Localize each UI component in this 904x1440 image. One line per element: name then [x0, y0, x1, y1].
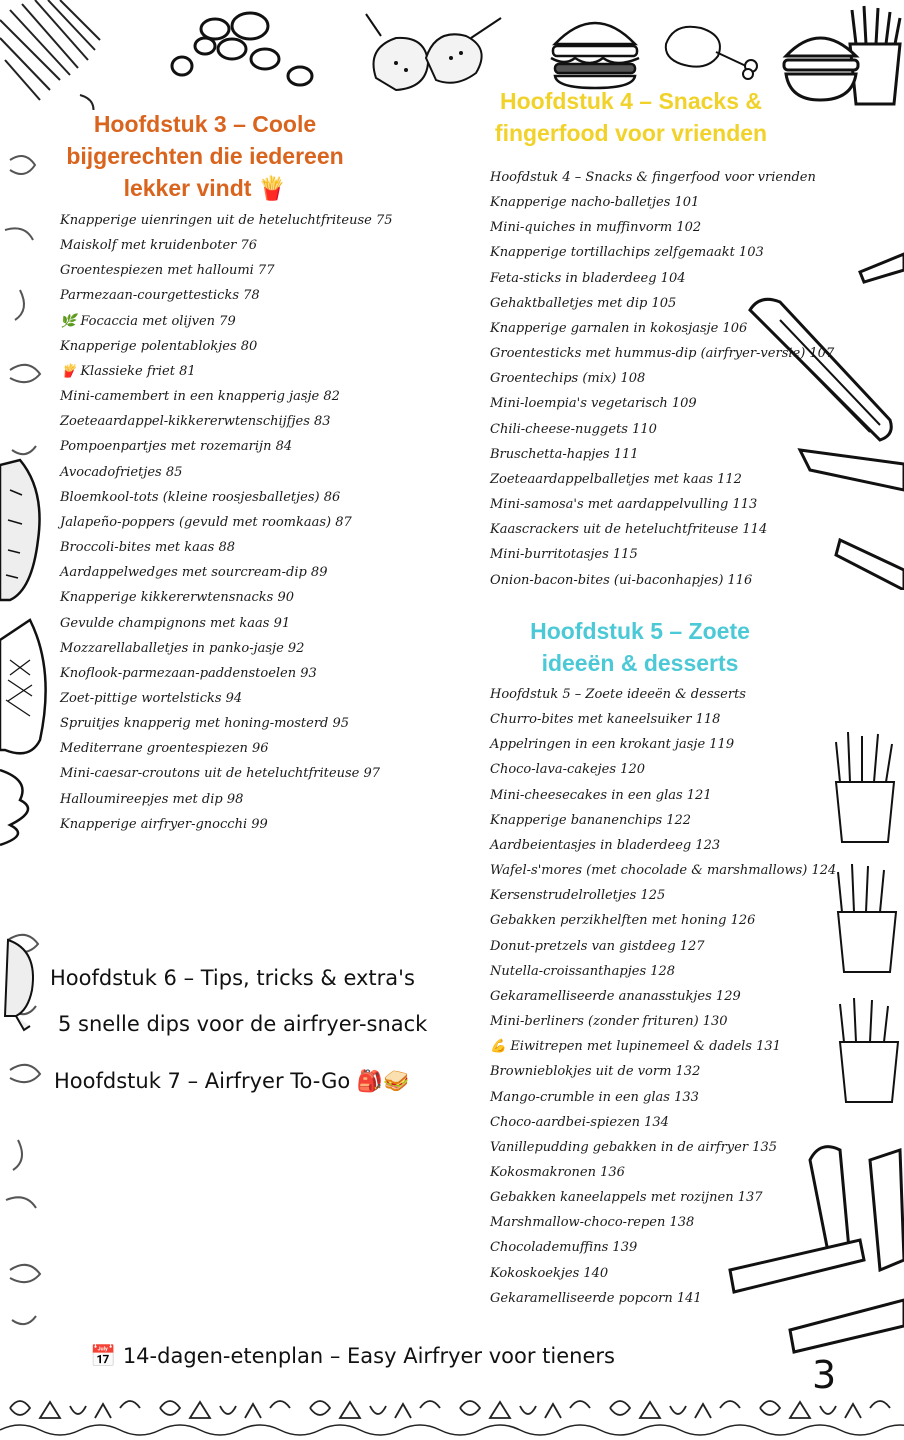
burger-doodle: [545, 4, 645, 90]
chapter3-item: Broccoli-bites met kaas 88: [60, 540, 235, 556]
chapter4-item: Chili-cheese-nuggets 110: [490, 421, 657, 437]
chapter-5-title: Hoofdstuk 5 – Zoete ideeën & desserts: [530, 618, 750, 676]
chapter4-item: Kaascrackers uit de heteluchtfriteuse 114: [490, 522, 768, 538]
chapter4-item: Knapperige tortillachips zelfgemaakt 103: [490, 245, 764, 261]
chapter5-item: Mini-cheesecakes in een glas 121: [490, 787, 712, 803]
chapter3-item: Zoet-pittige wortelsticks 94: [60, 690, 243, 706]
dips-section-title: 5 snelle dips voor de airfryer-snack: [58, 1012, 428, 1036]
chapter4-item: Mini-quiches in muffinvorm 102: [490, 220, 702, 236]
chapter3-item: Mini-camembert in een knapperig jasje 82: [60, 389, 340, 405]
chapter5-item: Brownieblokjes uit de vorm 132: [490, 1064, 701, 1080]
chapter-4-list: [490, 165, 834, 593]
bottom-pattern-border: [0, 1388, 904, 1440]
chapter4-item: Mini-samosa's met aardappelvulling 113: [490, 497, 758, 513]
chapter4-item: Knapperige garnalen in kokosjasje 106: [490, 320, 748, 336]
fries-cups-column: [826, 722, 904, 1142]
chapter4-item: Zoeteaardappelballetjes met kaas 112: [490, 471, 742, 487]
chapter4-item: Gehaktballetjes met dip 105: [490, 295, 677, 311]
chapter3-item: Parmezaan-courgettesticks 78: [60, 288, 260, 304]
chapter-4-title: Hoofdstuk 4 – Snacks & fingerfood voor vrienden: [494, 88, 768, 146]
chapter-7-title: Hoofdstuk 7 – Airfryer To-Go 🎒🥪: [54, 1069, 410, 1093]
chapter5-item: Wafel-s'mores (met chocolade & marshmallows) 124: [490, 863, 837, 879]
chapter5-item: Vanillepudding gebakken in de airfryer 135: [490, 1139, 778, 1155]
meal-plan-title: 📅 14-dagen-etenplan – Easy Airfryer voor tieners: [90, 1344, 615, 1368]
sausage-doodle: [0, 450, 50, 610]
chapter4-item: Feta-sticks in bladerdeeg 104: [490, 270, 686, 286]
chapter5-item: Kokosmakronen 136: [490, 1164, 625, 1180]
chapter4-item: Mini-loempia's vegetarisch 109: [490, 396, 697, 412]
chapter3-item: Zoeteaardappel-kikkererwtenschijfjes 83: [60, 414, 331, 430]
burger-and-fries-icon: [780, 4, 904, 108]
chapter5-item: Knapperige bananenchips 122: [490, 812, 692, 828]
chapter4-item: Hoofdstuk 4 – Snacks & fingerfood voor vrienden: [490, 170, 816, 185]
chapter5-item: Kersenstrudelrolletjes 125: [490, 888, 666, 904]
chapter-3-list: [60, 208, 393, 837]
chapter3-item: Mozzarellaballetjes in panko-jasje 92: [60, 640, 305, 656]
chapter5-item: Hoofdstuk 5 – Zoete ideeën & desserts: [490, 687, 746, 702]
chapter3-item: Mini-caesar-croutons uit de heteluchtfriteuse 97: [60, 766, 381, 782]
chapter-6-title: Hoofdstuk 6 – Tips, tricks & extra's: [50, 966, 415, 990]
fries-doodle-top-left: [0, 0, 110, 110]
chapter4-item: Bruschetta-hapjes 111: [490, 446, 639, 462]
chapter3-item: Maiskolf met kruidenboter 76: [60, 238, 258, 254]
chapter-5-list: [490, 682, 836, 1311]
chapter3-item: 🌿 Focaccia met olijven 79: [60, 313, 236, 329]
chapter3-item: Knapperige polentablokjes 80: [60, 338, 258, 354]
chapter5-item: Mini-berliners (zonder frituren) 130: [490, 1014, 728, 1030]
onion-rings-doodle: [160, 4, 330, 94]
chapter5-item: Aardbeientasjes in bladerdeeg 123: [490, 837, 721, 853]
chapter3-item: Avocadofrietjes 85: [60, 464, 183, 480]
drumstick-doodle: [656, 14, 766, 80]
chapter3-item: Knapperige uienringen uit de heteluchtfriteuse 75: [60, 213, 393, 228]
chapter3-item: Groentespiezen met halloumi 77: [60, 263, 275, 279]
chapter5-item: 💪 Eiwitrepen met lupinemeel & dadels 131: [490, 1039, 781, 1055]
chapter4-item: Mini-burritotasjes 115: [490, 547, 638, 563]
chapter3-item: Mediterrane groentespiezen 96: [60, 741, 269, 757]
chapter5-item: Nutella-croissanthapjes 128: [490, 963, 676, 979]
chicken-leg-doodle: [0, 930, 45, 1040]
chapter5-item: Choco-lava-cakejes 120: [490, 762, 645, 778]
chapter5-item: Donut-pretzels van gistdeeg 127: [490, 938, 705, 954]
chapter3-item: Knapperige airfryer-gnocchi 99: [60, 816, 268, 832]
chapter5-item: Churro-bites met kaneelsuiker 118: [490, 712, 721, 728]
chapter5-item: Gebakken kaneelappels met rozijnen 137: [490, 1190, 763, 1206]
chapter5-item: Chocolademuffins 139: [490, 1240, 638, 1256]
chapter5-item: Gebakken perzikhelften met honing 126: [490, 913, 756, 929]
chapter5-item: Mango-crumble in een glas 133: [490, 1089, 699, 1105]
chapter3-item: Halloumireepjes met dip 98: [60, 791, 244, 807]
chapter3-item: Knapperige kikkererwtensnacks 90: [60, 590, 295, 606]
chapter3-item: Bloemkool-tots (kleine roosjesballetjes) 86: [60, 489, 341, 505]
chapter5-item: Gekaramelliseerde popcorn 141: [490, 1290, 702, 1306]
page-number: 3: [812, 1353, 837, 1397]
fish-doodle: [0, 610, 60, 850]
chapter5-item: Choco-aardbei-spiezen 134: [490, 1114, 669, 1130]
chapter4-item: Groentechips (mix) 108: [490, 371, 646, 387]
chapter4-item: Onion-bacon-bites (ui-baconhapjes) 116: [490, 572, 753, 588]
chapter5-item: Gekaramelliseerde ananasstukjes 129: [490, 988, 741, 1004]
chapter5-item: Marshmallow-choco-repen 138: [490, 1215, 695, 1231]
chapter5-item: Appelringen in een krokant jasje 119: [490, 737, 735, 753]
chapter3-item: Pompoenpartjes met rozemarijn 84: [60, 439, 293, 455]
chapter-3-title: Hoofdstuk 3 – Coole bijgerechten die iedereen lekker vindt 🍟: [66, 111, 344, 201]
chapter4-item: Groentesticks met hummus-dip (airfryer-versie) 107: [490, 346, 835, 362]
chapter5-item: Kokoskoekjes 140: [490, 1265, 609, 1281]
chapter3-item: Jalapeño-poppers (gevuld met roomkaas) 87: [60, 514, 352, 530]
chapter3-item: Spruitjes knapperig met honing-mosterd 95: [60, 716, 350, 732]
chapter3-item: 🍟 Klassieke friet 81: [60, 363, 196, 379]
chapter3-item: Aardappelwedges met sourcream-dip 89: [60, 565, 328, 581]
chapter3-item: Gevulde champignons met kaas 91: [60, 615, 291, 631]
chapter3-item: Knoflook-parmezaan-paddenstoelen 93: [60, 665, 317, 681]
chapter4-item: Knapperige nacho-balletjes 101: [490, 195, 700, 211]
